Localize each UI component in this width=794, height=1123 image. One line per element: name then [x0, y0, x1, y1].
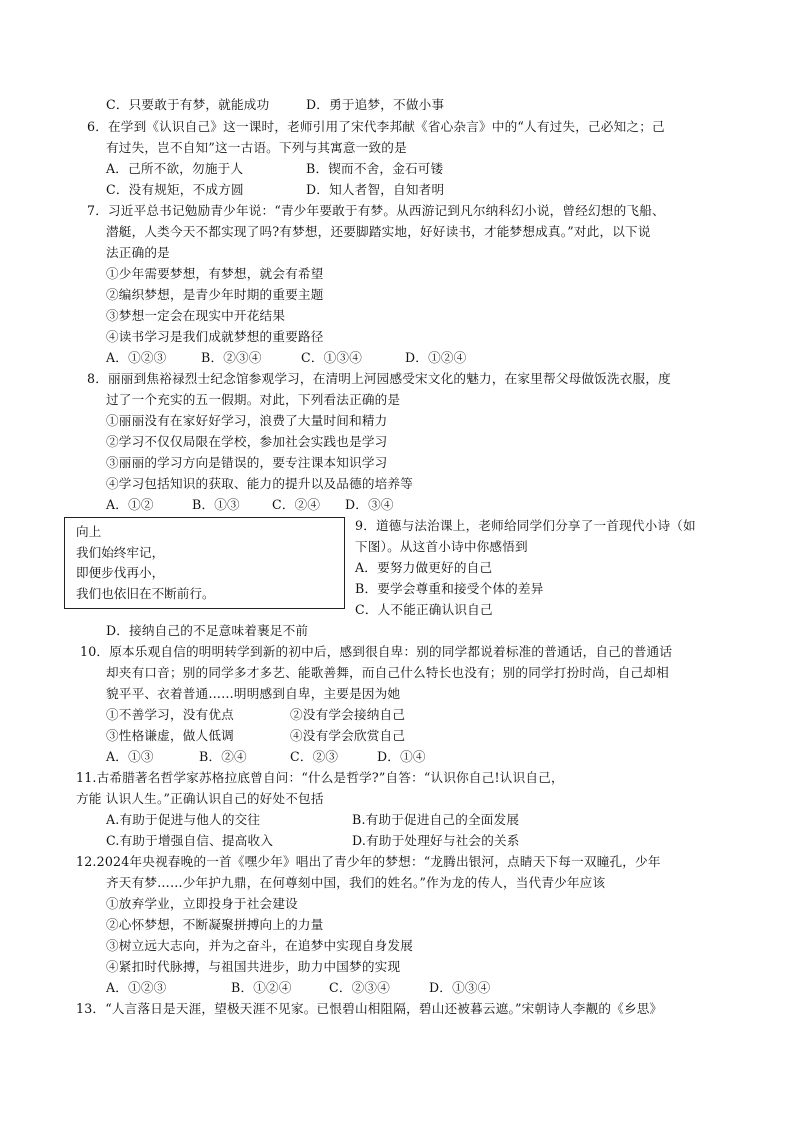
q12-option-b: B．①②④: [231, 980, 292, 995]
q12-stem-line-2: 齐天有梦……少年护九鼎，在何尊刻中国，我们的姓名。”作为龙的传人，当代青少年应该: [106, 875, 606, 890]
q11-option-b: B.有助于促进自己的全面发展: [352, 812, 520, 827]
q10-option-b: B．②④: [199, 749, 247, 764]
q8-stem-line-2: 过了一个充实的五一假期。对此，下列看法正确的是: [106, 392, 401, 407]
q10-stem-line-3: 貌平平、衣着普通……明明感到自卑，主要是因为她: [106, 686, 401, 701]
q7-stem-line-3: 法正确的是: [106, 245, 170, 260]
q10-item-4: ④没有学会欣赏自己: [290, 728, 406, 743]
q7-item-1: ①少年需要梦想，有梦想，就会有希望: [106, 266, 324, 281]
poem-line-3: 我们也依旧在不断前行。: [76, 585, 215, 601]
q7-option-a: A．①②③: [106, 350, 167, 365]
q10-item-1: ①不善学习，没有优点: [106, 707, 234, 722]
q7-item-2: ②编织梦想，是青少年时期的重要主题: [106, 287, 324, 302]
q11-stem-line-1: 11.古希腊著名哲学家苏格拉底曾自问：“什么是哲学?”自答：“认识你自己!认识自己，: [76, 770, 564, 785]
poem-line-2: 即便步伐再小，: [76, 565, 165, 580]
poem-title: 向上: [76, 524, 102, 539]
q13-stem-line-1: 13．“人言落日是天涯，望极天涯不见家。已恨碧山相阻隔，碧山还被暮云遮。”宋朝诗人李觏的《乡思》: [76, 1001, 663, 1016]
q8-option-d: D．③④: [345, 497, 394, 512]
q8-option-b: B．①③: [192, 497, 240, 512]
q12-item-4: ④紧扣时代脉搏，与祖国共进步，助力中国梦的实现: [106, 959, 401, 974]
q12-option-d: D．①③④: [429, 980, 491, 995]
q6-option-d: D．知人者智，自知者明: [306, 182, 445, 197]
q7-option-b: B．②③④: [201, 350, 262, 365]
q10-stem-line-2: 却夹有口音；别的同学多才多艺、能歌善舞，而自己什么特长也没有；别的同学打扮时尚，自己却相: [106, 665, 669, 680]
q8-item-4: ④学习包括知识的获取、能力的提升以及品德的培养等: [106, 476, 414, 491]
q10-option-a: A．①③: [106, 749, 154, 764]
q5-option-c: C．只要敢于有梦，就能成功: [106, 97, 270, 112]
q7-stem-line-2: 潜艇，人类今天不都实现了吗?有梦想，还要脚踏实地，好好读书，才能梦想成真。”对此，以下说: [106, 224, 651, 239]
q12-stem-line-1: 12.2024年央视春晚的一首《嘿少年》唱出了青少年的梦想：“龙腾出银河，点睛天下每一双瞳孔，少年: [76, 854, 661, 869]
q6-option-b: B．锲而不舍，金石可镂: [306, 161, 444, 176]
q8-item-2: ②学习不仅仅局限在学校，参加社会实践也是学习: [106, 434, 388, 449]
q8-option-c: C．②④: [272, 497, 321, 512]
q7-option-c: C．①③④: [301, 350, 363, 365]
q10-item-2: ②没有学会接纳自己: [290, 707, 406, 722]
q10-option-d: D．①④: [377, 749, 426, 764]
q6-option-a: A．己所不欲，勿施于人: [106, 161, 244, 176]
q12-item-2: ②心怀梦想，不断凝聚拼搏向上的力量: [106, 917, 324, 932]
q10-option-c: C．②③: [290, 749, 339, 764]
q9-option-c: C．人不能正确认识自己: [355, 602, 493, 617]
q9-option-b: B．要学会尊重和接受个体的差异: [355, 581, 544, 596]
poem-box: [64, 517, 345, 609]
q10-item-3: ③性格谦虚，做人低调: [106, 728, 234, 743]
q11-stem-line-2: 方能 认识人生。”正确认识自己的好处不包括: [76, 791, 324, 806]
q7-option-d: D．①②④: [405, 350, 467, 365]
q12-item-3: ③树立远大志向，并为之奋斗，在追梦中实现自身发展: [106, 938, 414, 953]
q8-stem-line-1: 8．丽丽到焦裕禄烈士纪念馆参观学习，在清明上河园感受宋文化的魅力，在家里帮父母做饭洗衣服，度: [87, 371, 671, 386]
q7-stem-line-1: 7．习近平总书记勉励青少年说：“青少年要敢于有梦。从西游记到凡尔纳科幻小说，曾经幻想的飞船、: [87, 203, 665, 218]
q12-option-c: C．②③④: [329, 980, 391, 995]
q9-option-a: A．要努力做更好的自己: [355, 560, 493, 575]
q6-stem-line-2: 有过失，岂不自知”这一古语。下列与其寓意一致的是: [106, 140, 407, 155]
q7-item-4: ④读书学习是我们成就梦想的重要路径: [106, 329, 324, 344]
q11-option-d: D.有助于处理好与社会的关系: [352, 833, 520, 848]
q8-option-a: A．①②: [106, 497, 154, 512]
q6-option-c: C．没有规矩，不成方圆: [106, 182, 244, 197]
q5-option-d: D．勇于追梦，不做小事: [306, 97, 445, 112]
q7-item-3: ③梦想一定会在现实中开花结果: [106, 308, 286, 323]
q8-item-3: ③丽丽的学习方向是错误的，要专注课本知识学习: [106, 455, 388, 470]
q8-item-1: ①丽丽没有在家好好学习，浪费了大量时间和精力: [106, 413, 388, 428]
q9-option-d: D．接纳自己的不足意味着裹足不前: [106, 623, 309, 638]
q11-option-c: C.有助于增强自信、提高收入: [106, 833, 274, 848]
poem-line-1: 我们始终牢记，: [76, 544, 165, 560]
q12-option-a: A．①②③: [106, 980, 167, 995]
q9-stem-line-1: 9．道德与法治课上，老师给同学们分享了一首现代小诗（如: [355, 518, 696, 533]
q12-item-1: ①放弃学业，立即投身于社会建设: [106, 896, 298, 911]
q6-stem-line-1: 6．在学到《认识自己》这一课时，老师引用了宋代李邦献《省心杂言》中的“人有过失，己必知之；己: [87, 119, 665, 134]
q10-stem-line-1: 10．原本乐观自信的明明转学到新的初中后，感到很自卑：别的同学都说着标准的普通话，自己的普通话: [80, 644, 673, 659]
q11-option-a: A.有助于促进与他人的交往: [106, 812, 261, 827]
q9-stem-line-2: 下图）。从这首小诗中你感悟到: [355, 539, 528, 554]
